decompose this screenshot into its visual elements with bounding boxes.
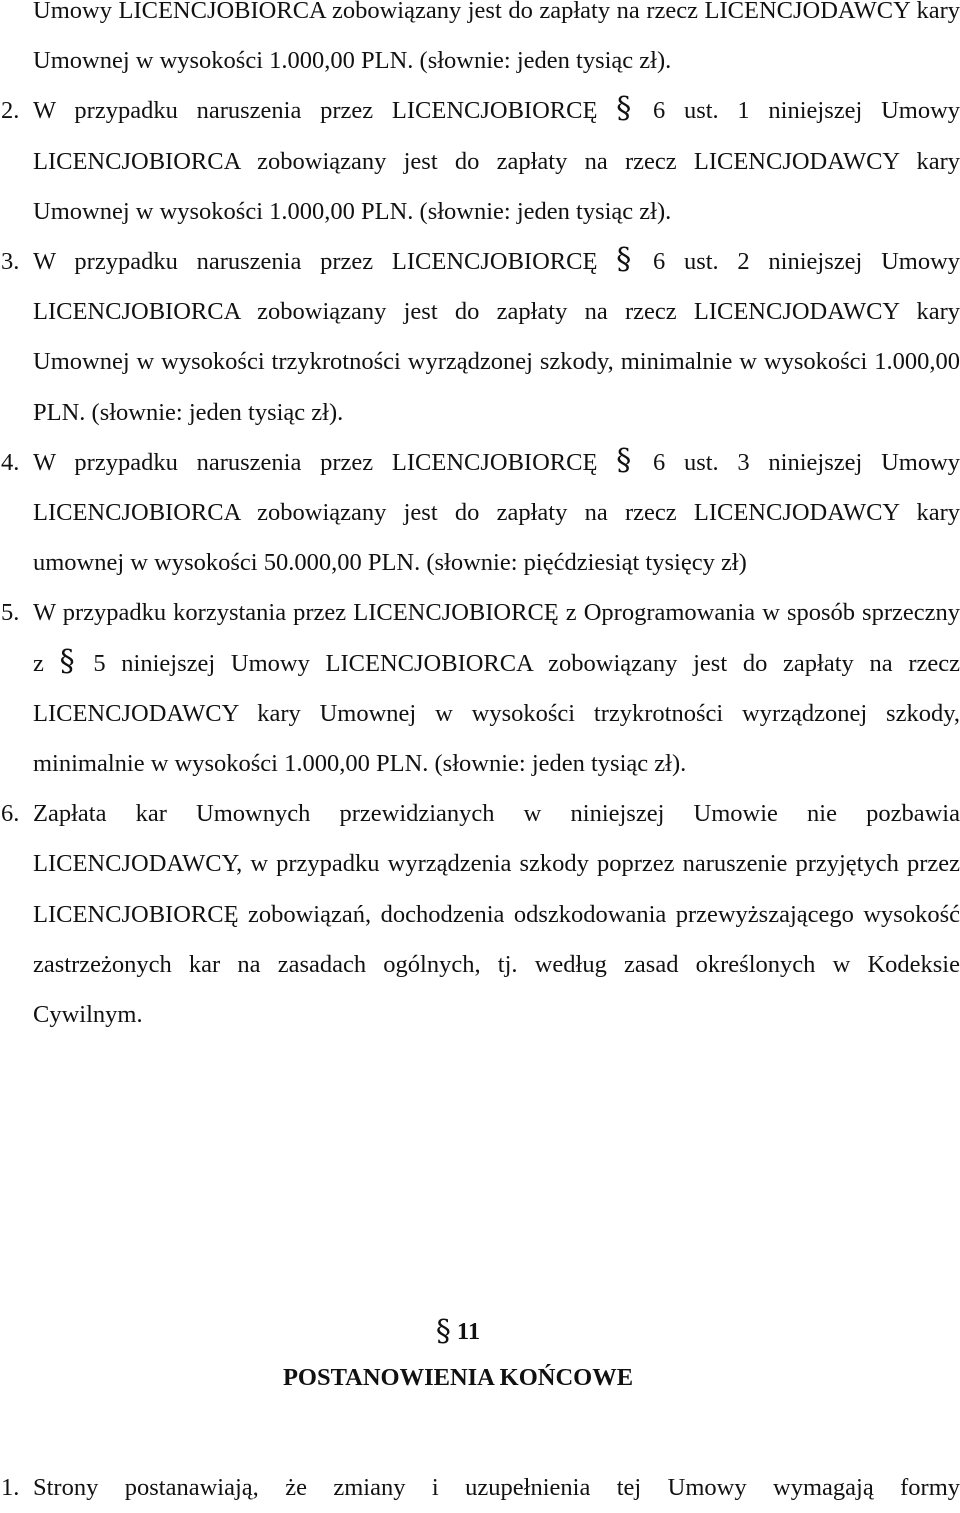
paragraph-text: Strony postanawiają, że zmiany i uzupełnienia tej Umowy wymagają formy (33, 1474, 960, 1501)
paragraph-number: 5. (1, 599, 20, 627)
paragraph-text: Umowy LICENCJOBIORCA zobowiązany jest do zapłaty na rzecz LICENCJODAWCY kary Umownej w wysokości 1.000,00 PLN. (słownie: jeden tysiąc zł). (33, 0, 960, 75)
paragraph-number: 2. (1, 97, 20, 125)
section-sign-icon (616, 449, 634, 476)
section-number: 11 (456, 1318, 481, 1345)
paragraph-number: 6. (1, 800, 20, 828)
section-title: POSTANOWIENIA KOŃCOWE (282, 1364, 634, 1391)
paragraph-6 (0, 789, 960, 1040)
paragraph-text-after: 6 ust. 2 niniejszej Umowy LICENCJOBIORCA zobowiązany jest do zapłaty na rzecz LICENCJODAWCY kary Umownej w wysokości trzykrotności wyrządzonej szkody, minimalnie w wysokości 1.000,00 PLN. (słownie: jeden tysiąc zł). (33, 248, 960, 426)
paragraph-2 (0, 86, 960, 237)
section-sign-icon: § (435, 1314, 451, 1349)
paragraph-5 (0, 588, 960, 789)
paragraph-text-after: 6 ust. 3 niniejszej Umowy LICENCJOBIORCA zobowiązany jest do zapłaty na rzecz LICENCJODAWCY kary umownej w wysokości 50.000,00 PLN. (słownie: pięćdziesiąt tysięcy zł) (33, 448, 960, 577)
paragraph-3 (0, 237, 960, 438)
paragraph-text-before: W przypadku naruszenia przez LICENCJOBIORCĘ (33, 448, 598, 476)
section-sign-icon (60, 650, 78, 677)
paragraph-number: 4. (1, 448, 20, 476)
paragraph-number: 1. (1, 1474, 20, 1501)
paragraph-continuation (0, 0, 960, 86)
paragraph-text-before: W przypadku naruszenia przez LICENCJOBIORCĘ (33, 97, 598, 125)
section-sign-icon (616, 248, 634, 275)
paragraph-text-before: W przypadku korzystania przez LICENCJOBIORCĘ z Oprogramowania w sposób sprzeczny z (33, 599, 960, 677)
section-number-heading (0, 1314, 916, 1349)
section-sign-icon (616, 97, 634, 124)
paragraph-text-after: 5 niniejszej Umowy LICENCJOBIORCA zobowiązany jest do zapłaty na rzecz LICENCJODAWCY kary Umownej w wysokości trzykrotności wyrządzonej szkody, minimalnie w wysokości 1.000,00 PLN. (słownie: jeden tysiąc zł). (33, 649, 960, 778)
paragraph-text-before: W przypadku naruszenia przez LICENCJOBIORCĘ (33, 248, 598, 276)
paragraph-number: 3. (1, 248, 20, 276)
paragraph-text: Zapłata kar Umownych przewidzianych w niniejszej Umowie nie pozbawia LICENCJODAWCY, w przypadku wyrządzenia szkody poprzez naruszenie przyjętych przez LICENCJOBIORCĘ zobowiązań, dochodzenia odszkodowania przewyższającego wysokość zastrzeżonych kar na zasadach ogólnych, tj. według zasad określonych w Kodeksie Cywilnym. (33, 800, 960, 1029)
paragraph-4 (0, 438, 960, 589)
paragraph-text-after: 6 ust. 1 niniejszej Umowy LICENCJOBIORCA zobowiązany jest do zapłaty na rzecz LICENCJODAWCY kary Umownej w wysokości 1.000,00 PLN. (słownie: jeden tysiąc zł). (33, 97, 960, 225)
